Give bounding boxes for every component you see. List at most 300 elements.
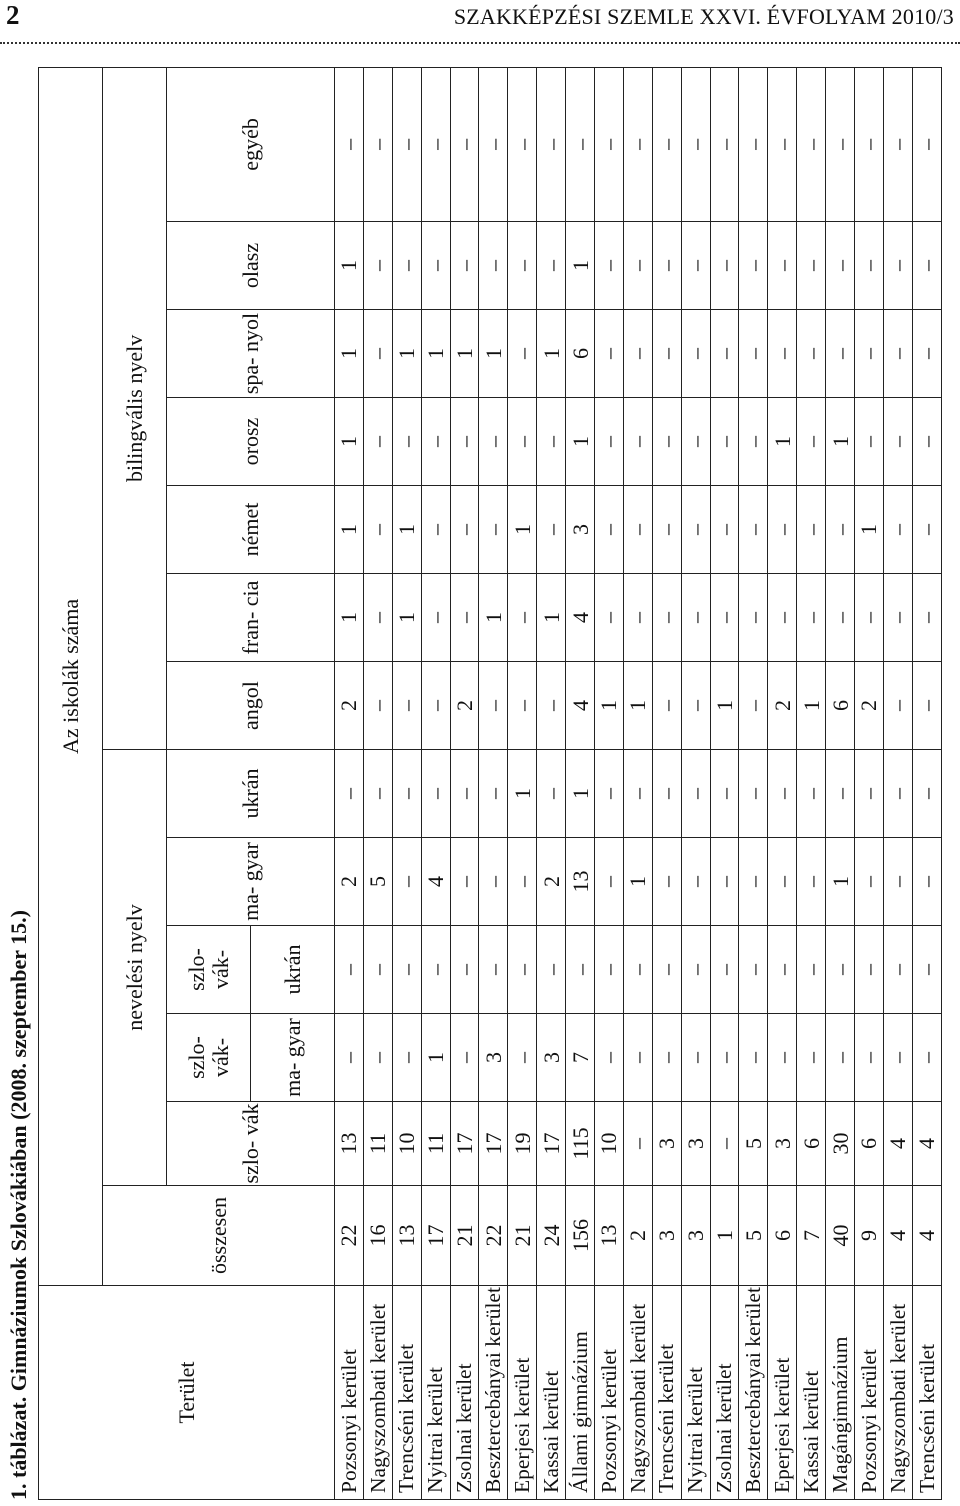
value-cell: – bbox=[912, 926, 941, 1014]
value-cell: – bbox=[797, 310, 826, 398]
value-cell: – bbox=[739, 398, 768, 486]
value-cell: – bbox=[768, 310, 797, 398]
page-number: 2 bbox=[6, 0, 20, 30]
value-cell: – bbox=[363, 398, 392, 486]
value-cell: – bbox=[855, 310, 884, 398]
value-cell: – bbox=[912, 486, 941, 574]
region-cell: Nyitrai kerület bbox=[681, 1286, 710, 1500]
value-cell: – bbox=[479, 750, 508, 838]
value-cell: – bbox=[595, 750, 624, 838]
value-cell: 2 bbox=[335, 662, 364, 750]
value-cell: – bbox=[537, 926, 566, 1014]
value-cell: – bbox=[739, 67, 768, 221]
value-cell: – bbox=[681, 662, 710, 750]
value-cell: – bbox=[595, 222, 624, 310]
value-cell: 40 bbox=[826, 1186, 855, 1286]
value-cell: – bbox=[623, 750, 652, 838]
value-cell: – bbox=[797, 222, 826, 310]
value-cell: 1 bbox=[595, 662, 624, 750]
value-cell: 17 bbox=[450, 1102, 479, 1186]
value-cell: 6 bbox=[826, 662, 855, 750]
value-cell: – bbox=[826, 750, 855, 838]
value-cell: 6 bbox=[797, 1102, 826, 1186]
col-header-slovak-ukrainian-bottom: ukrán bbox=[251, 926, 335, 1014]
value-cell: 1 bbox=[537, 574, 566, 662]
value-cell: – bbox=[681, 926, 710, 1014]
value-cell: – bbox=[797, 67, 826, 221]
value-cell: – bbox=[363, 486, 392, 574]
value-cell: 17 bbox=[479, 1102, 508, 1186]
value-cell: – bbox=[681, 310, 710, 398]
value-cell: – bbox=[739, 222, 768, 310]
region-cell: Magángimnázium bbox=[826, 1286, 855, 1500]
value-cell: 11 bbox=[421, 1102, 450, 1186]
value-cell: – bbox=[508, 67, 537, 221]
value-cell: – bbox=[710, 574, 739, 662]
value-cell: – bbox=[826, 926, 855, 1014]
table-row bbox=[392, 67, 421, 1499]
value-cell: 2 bbox=[335, 838, 364, 926]
value-cell: – bbox=[421, 574, 450, 662]
table-row bbox=[855, 67, 884, 1499]
value-cell: – bbox=[739, 838, 768, 926]
value-cell: – bbox=[652, 486, 681, 574]
value-cell: – bbox=[912, 574, 941, 662]
col-header-english: angol bbox=[167, 662, 335, 750]
value-cell: 1 bbox=[392, 486, 421, 574]
value-cell: 3 bbox=[479, 1014, 508, 1102]
value-cell: 1 bbox=[537, 310, 566, 398]
value-cell: 21 bbox=[450, 1186, 479, 1286]
value-cell: – bbox=[392, 662, 421, 750]
region-cell: Besztercebányai kerület bbox=[479, 1286, 508, 1500]
value-cell: – bbox=[710, 222, 739, 310]
value-cell: – bbox=[363, 750, 392, 838]
region-cell: Kassai kerület bbox=[797, 1286, 826, 1500]
value-cell: 156 bbox=[566, 1186, 595, 1286]
table-row bbox=[363, 67, 392, 1499]
value-cell: – bbox=[710, 750, 739, 838]
value-cell: – bbox=[883, 486, 912, 574]
value-cell: – bbox=[826, 310, 855, 398]
value-cell: – bbox=[595, 486, 624, 574]
value-cell: – bbox=[883, 1014, 912, 1102]
value-cell: – bbox=[335, 750, 364, 838]
col-header-hungarian: ma- gyar bbox=[167, 838, 335, 926]
value-cell: – bbox=[768, 486, 797, 574]
value-cell: – bbox=[710, 1014, 739, 1102]
value-cell: 1 bbox=[508, 750, 537, 838]
region-cell: Pozsonyi kerület bbox=[595, 1286, 624, 1500]
table-row bbox=[508, 67, 537, 1499]
value-cell: – bbox=[681, 222, 710, 310]
value-cell: – bbox=[392, 926, 421, 1014]
value-cell: 1 bbox=[392, 310, 421, 398]
value-cell: – bbox=[450, 67, 479, 221]
value-cell: 3 bbox=[537, 1014, 566, 1102]
value-cell: – bbox=[855, 398, 884, 486]
value-cell: – bbox=[421, 750, 450, 838]
value-cell: – bbox=[450, 838, 479, 926]
value-cell: – bbox=[508, 1014, 537, 1102]
value-cell: – bbox=[537, 750, 566, 838]
value-cell: 5 bbox=[739, 1102, 768, 1186]
col-header-german: német bbox=[167, 486, 335, 574]
table-row bbox=[739, 67, 768, 1499]
value-cell: – bbox=[335, 926, 364, 1014]
value-cell: – bbox=[623, 1102, 652, 1186]
value-cell: – bbox=[450, 926, 479, 1014]
value-cell: 4 bbox=[421, 838, 450, 926]
col-header-region: Terület bbox=[39, 1286, 335, 1500]
col-header-slovak-hungarian-bottom: ma- gyar bbox=[251, 1014, 335, 1102]
value-cell: – bbox=[739, 1014, 768, 1102]
value-cell: – bbox=[623, 222, 652, 310]
value-cell: – bbox=[421, 926, 450, 1014]
value-cell: – bbox=[363, 222, 392, 310]
col-header-russian: orosz bbox=[167, 398, 335, 486]
value-cell: – bbox=[652, 750, 681, 838]
value-cell: 1 bbox=[421, 1014, 450, 1102]
value-cell: 2 bbox=[768, 662, 797, 750]
value-cell: 3 bbox=[566, 486, 595, 574]
value-cell: – bbox=[768, 838, 797, 926]
value-cell: – bbox=[508, 926, 537, 1014]
value-cell: – bbox=[392, 1014, 421, 1102]
value-cell: – bbox=[826, 1014, 855, 1102]
value-cell: – bbox=[681, 67, 710, 221]
value-cell: – bbox=[479, 486, 508, 574]
value-cell: 2 bbox=[537, 838, 566, 926]
value-cell: – bbox=[855, 838, 884, 926]
value-cell: – bbox=[595, 574, 624, 662]
value-cell: 3 bbox=[652, 1102, 681, 1186]
value-cell: – bbox=[595, 926, 624, 1014]
value-cell: – bbox=[421, 67, 450, 221]
table-row bbox=[912, 67, 941, 1499]
value-cell: – bbox=[855, 574, 884, 662]
value-cell: 16 bbox=[363, 1186, 392, 1286]
value-cell: – bbox=[421, 222, 450, 310]
value-cell: – bbox=[883, 310, 912, 398]
col-header-french: fran- cia bbox=[167, 574, 335, 662]
region-cell: Kassai kerület bbox=[537, 1286, 566, 1500]
value-cell: – bbox=[595, 1014, 624, 1102]
value-cell: 4 bbox=[912, 1102, 941, 1186]
value-cell: 2 bbox=[623, 1186, 652, 1286]
value-cell: – bbox=[363, 67, 392, 221]
region-cell: Nagyszombati kerület bbox=[883, 1286, 912, 1500]
region-cell: Eperjesi kerület bbox=[508, 1286, 537, 1500]
value-cell: 9 bbox=[855, 1186, 884, 1286]
value-cell: 1 bbox=[566, 398, 595, 486]
table-row bbox=[450, 67, 479, 1499]
value-cell: – bbox=[652, 574, 681, 662]
value-cell: – bbox=[508, 398, 537, 486]
value-cell: 3 bbox=[681, 1186, 710, 1286]
value-cell: – bbox=[797, 398, 826, 486]
col-header-total: összesen bbox=[103, 1186, 335, 1286]
region-cell: Pozsonyi kerület bbox=[335, 1286, 364, 1500]
table-row bbox=[421, 67, 450, 1499]
value-cell: – bbox=[623, 574, 652, 662]
value-cell: – bbox=[537, 67, 566, 221]
region-cell: Nagyszombati kerület bbox=[623, 1286, 652, 1500]
value-cell: – bbox=[623, 1014, 652, 1102]
value-cell: – bbox=[710, 486, 739, 574]
value-cell: – bbox=[623, 310, 652, 398]
region-cell: Trencséni kerület bbox=[392, 1286, 421, 1500]
value-cell: – bbox=[681, 574, 710, 662]
value-cell: 1 bbox=[826, 398, 855, 486]
value-cell: – bbox=[883, 574, 912, 662]
journal-header: SZAKKÉPZÉSI SZEMLE XXVI. ÉVFOLYAM 2010/3 bbox=[453, 4, 954, 29]
value-cell: 5 bbox=[363, 838, 392, 926]
value-cell: – bbox=[797, 1014, 826, 1102]
table-row bbox=[768, 67, 797, 1499]
region-cell: Trencséni kerület bbox=[652, 1286, 681, 1500]
value-cell: – bbox=[912, 398, 941, 486]
value-cell: – bbox=[681, 398, 710, 486]
value-cell: – bbox=[710, 310, 739, 398]
value-cell: – bbox=[623, 398, 652, 486]
col-header-slovak-hungarian-top: szlo- vák- bbox=[167, 1014, 251, 1102]
value-cell: – bbox=[826, 222, 855, 310]
value-cell: – bbox=[768, 67, 797, 221]
table-row bbox=[595, 67, 624, 1499]
value-cell: 1 bbox=[335, 574, 364, 662]
value-cell: 22 bbox=[479, 1186, 508, 1286]
value-cell: – bbox=[537, 398, 566, 486]
value-cell: 30 bbox=[826, 1102, 855, 1186]
value-cell: – bbox=[450, 486, 479, 574]
value-cell: 6 bbox=[768, 1186, 797, 1286]
value-cell: – bbox=[595, 67, 624, 221]
value-cell: – bbox=[652, 67, 681, 221]
value-cell: – bbox=[508, 310, 537, 398]
value-cell: 1 bbox=[335, 222, 364, 310]
region-cell: Nagyszombati kerület bbox=[363, 1286, 392, 1500]
value-cell: 2 bbox=[450, 662, 479, 750]
value-cell: 1 bbox=[335, 486, 364, 574]
value-cell: – bbox=[363, 662, 392, 750]
value-cell: – bbox=[421, 486, 450, 574]
value-cell: – bbox=[508, 222, 537, 310]
value-cell: – bbox=[710, 398, 739, 486]
value-cell: 4 bbox=[566, 574, 595, 662]
value-cell: 7 bbox=[566, 1014, 595, 1102]
value-cell: 4 bbox=[883, 1102, 912, 1186]
value-cell: 1 bbox=[392, 574, 421, 662]
col-header-spanish: spa- nyol bbox=[167, 310, 335, 398]
value-cell: – bbox=[652, 398, 681, 486]
region-cell: Nyitrai kerület bbox=[421, 1286, 450, 1500]
region-cell: Eperjesi kerület bbox=[768, 1286, 797, 1500]
table-row bbox=[797, 67, 826, 1499]
value-cell: – bbox=[826, 574, 855, 662]
table-row bbox=[566, 67, 595, 1499]
value-cell: – bbox=[855, 926, 884, 1014]
value-cell: 1 bbox=[623, 662, 652, 750]
region-cell: Zsolnai kerület bbox=[710, 1286, 739, 1500]
value-cell: – bbox=[392, 398, 421, 486]
group-header-school-count: Az iskolák száma bbox=[39, 67, 103, 1285]
value-cell: – bbox=[883, 662, 912, 750]
value-cell: – bbox=[710, 838, 739, 926]
group-header-instruction-language: nevelési nyelv bbox=[103, 750, 167, 1186]
value-cell: – bbox=[912, 750, 941, 838]
value-cell: – bbox=[652, 310, 681, 398]
table-row bbox=[681, 67, 710, 1499]
value-cell: 17 bbox=[537, 1102, 566, 1186]
value-cell: 6 bbox=[855, 1102, 884, 1186]
col-header-ukrainian: ukrán bbox=[167, 750, 335, 838]
value-cell: – bbox=[479, 838, 508, 926]
group-header-bilingual-language: bilingvális nyelv bbox=[103, 67, 167, 749]
value-cell: – bbox=[392, 222, 421, 310]
region-cell: Zsolnai kerület bbox=[450, 1286, 479, 1500]
value-cell: – bbox=[739, 926, 768, 1014]
value-cell: 1 bbox=[566, 222, 595, 310]
value-cell: 10 bbox=[595, 1102, 624, 1186]
value-cell: 4 bbox=[912, 1186, 941, 1286]
value-cell: – bbox=[826, 486, 855, 574]
value-cell: 3 bbox=[652, 1186, 681, 1286]
value-cell: 5 bbox=[739, 1186, 768, 1286]
value-cell: – bbox=[566, 67, 595, 221]
value-cell: 1 bbox=[479, 574, 508, 662]
value-cell: – bbox=[421, 398, 450, 486]
value-cell: – bbox=[450, 574, 479, 662]
value-cell: – bbox=[595, 310, 624, 398]
value-cell: 1 bbox=[855, 486, 884, 574]
value-cell: – bbox=[883, 838, 912, 926]
table-row bbox=[479, 67, 508, 1499]
value-cell: – bbox=[479, 67, 508, 221]
region-cell: Pozsonyi kerület bbox=[855, 1286, 884, 1500]
value-cell: 1 bbox=[710, 1186, 739, 1286]
value-cell: – bbox=[681, 486, 710, 574]
value-cell: – bbox=[768, 750, 797, 838]
table-row bbox=[537, 67, 566, 1499]
table-row bbox=[335, 67, 364, 1499]
value-cell: 1 bbox=[479, 310, 508, 398]
value-cell: – bbox=[855, 67, 884, 221]
value-cell: 19 bbox=[508, 1102, 537, 1186]
value-cell: 13 bbox=[392, 1186, 421, 1286]
value-cell: 21 bbox=[508, 1186, 537, 1286]
value-cell: 1 bbox=[335, 398, 364, 486]
value-cell: – bbox=[739, 750, 768, 838]
col-header-italian: olasz bbox=[167, 222, 335, 310]
value-cell: 13 bbox=[335, 1102, 364, 1186]
value-cell: – bbox=[912, 310, 941, 398]
value-cell: – bbox=[855, 750, 884, 838]
value-cell: – bbox=[363, 1014, 392, 1102]
value-cell: – bbox=[392, 67, 421, 221]
value-cell: – bbox=[681, 1014, 710, 1102]
value-cell: 1 bbox=[797, 662, 826, 750]
value-cell: – bbox=[797, 574, 826, 662]
value-cell: – bbox=[450, 1014, 479, 1102]
value-cell: 1 bbox=[623, 838, 652, 926]
value-cell: – bbox=[595, 838, 624, 926]
value-cell: – bbox=[883, 222, 912, 310]
value-cell: – bbox=[797, 926, 826, 1014]
col-header-other: egyéb bbox=[167, 67, 335, 221]
value-cell: – bbox=[450, 398, 479, 486]
value-cell: – bbox=[537, 486, 566, 574]
value-cell: – bbox=[479, 926, 508, 1014]
gymnasium-table bbox=[38, 90, 942, 1500]
value-cell: 13 bbox=[566, 838, 595, 926]
value-cell: – bbox=[421, 662, 450, 750]
table-row bbox=[883, 67, 912, 1499]
value-cell: 3 bbox=[681, 1102, 710, 1186]
value-cell: – bbox=[652, 838, 681, 926]
value-cell: – bbox=[450, 750, 479, 838]
value-cell: – bbox=[652, 926, 681, 1014]
value-cell: – bbox=[797, 750, 826, 838]
value-cell: – bbox=[479, 398, 508, 486]
table-caption: 1. táblázat. Gimnáziumok Szlovákiában (2008. szeptember 15.) bbox=[6, 910, 31, 1500]
value-cell: – bbox=[450, 222, 479, 310]
value-cell: – bbox=[912, 222, 941, 310]
col-header-slovak: szlo- vák bbox=[167, 1102, 335, 1186]
value-cell: 1 bbox=[335, 310, 364, 398]
value-cell: 1 bbox=[508, 486, 537, 574]
col-header-slovak-ukrainian-top: szlo- vák- bbox=[167, 926, 251, 1014]
value-cell: – bbox=[912, 67, 941, 221]
value-cell: – bbox=[681, 750, 710, 838]
value-cell: – bbox=[883, 67, 912, 221]
value-cell: 17 bbox=[421, 1186, 450, 1286]
data-table bbox=[38, 67, 942, 1500]
value-cell: 13 bbox=[595, 1186, 624, 1286]
value-cell: – bbox=[392, 838, 421, 926]
table-row bbox=[652, 67, 681, 1499]
value-cell: – bbox=[537, 662, 566, 750]
value-cell: – bbox=[363, 926, 392, 1014]
value-cell: 3 bbox=[768, 1102, 797, 1186]
value-cell: – bbox=[912, 838, 941, 926]
value-cell: – bbox=[710, 67, 739, 221]
value-cell: – bbox=[363, 574, 392, 662]
value-cell: – bbox=[855, 222, 884, 310]
value-cell: – bbox=[335, 1014, 364, 1102]
value-cell: – bbox=[826, 67, 855, 221]
table-row bbox=[623, 67, 652, 1499]
value-cell: – bbox=[537, 222, 566, 310]
value-cell: – bbox=[739, 574, 768, 662]
value-cell: – bbox=[681, 838, 710, 926]
value-cell: – bbox=[912, 1014, 941, 1102]
value-cell: 11 bbox=[363, 1102, 392, 1186]
value-cell: – bbox=[479, 222, 508, 310]
value-cell: 4 bbox=[566, 662, 595, 750]
value-cell: – bbox=[768, 574, 797, 662]
value-cell: 24 bbox=[537, 1186, 566, 1286]
value-cell: 1 bbox=[421, 310, 450, 398]
value-cell: – bbox=[652, 1014, 681, 1102]
value-cell: – bbox=[652, 222, 681, 310]
value-cell: 6 bbox=[566, 310, 595, 398]
value-cell: – bbox=[595, 398, 624, 486]
header-divider bbox=[0, 42, 960, 44]
value-cell: – bbox=[623, 926, 652, 1014]
value-cell: – bbox=[566, 926, 595, 1014]
value-cell: – bbox=[883, 398, 912, 486]
